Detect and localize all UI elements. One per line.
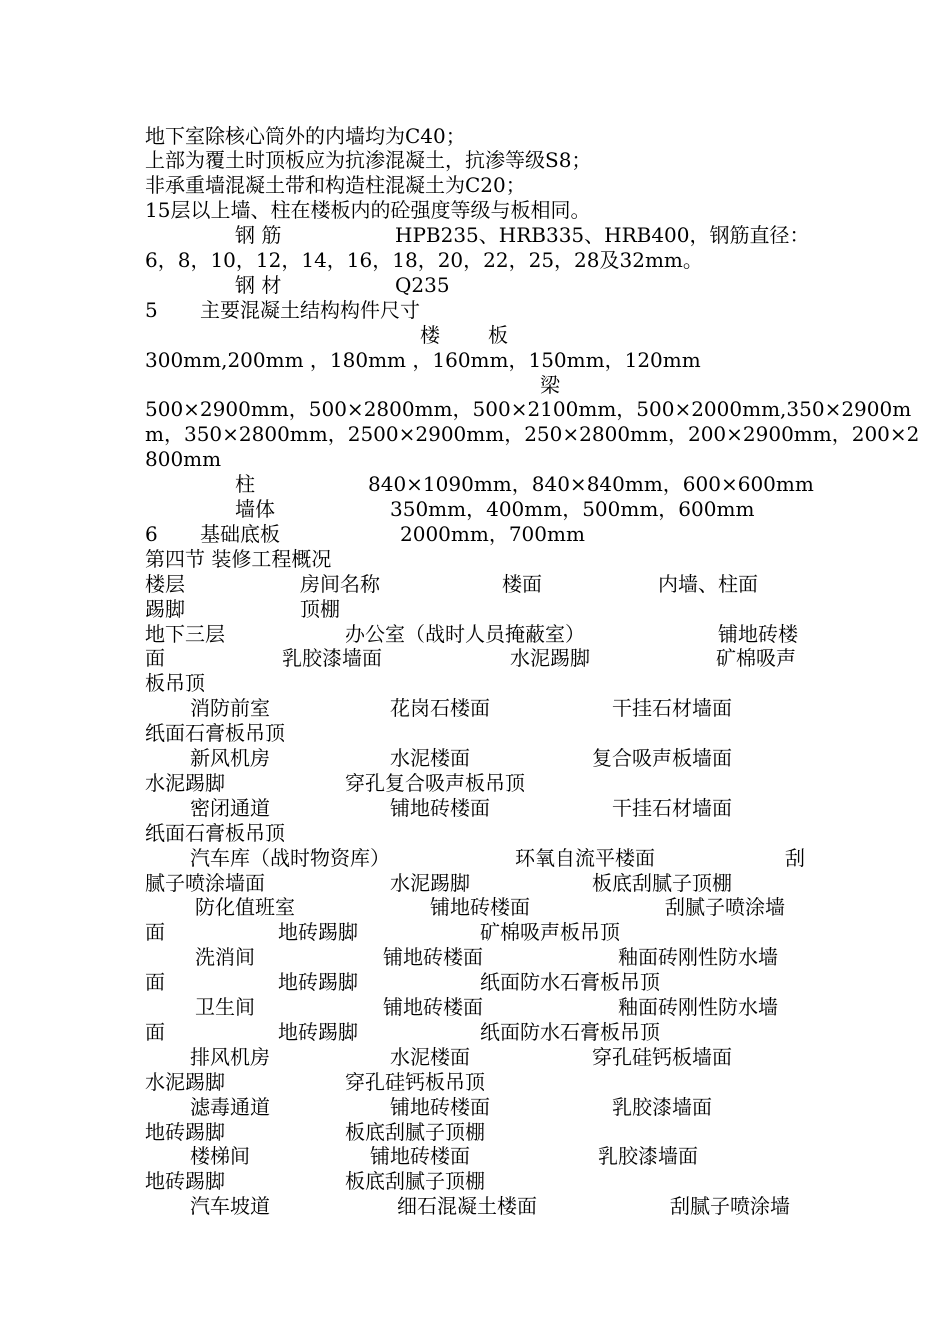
text-line-36-seg-2: 纸面防水石膏板吊顶	[480, 1019, 660, 1044]
text-line-4-seg-0: 钢 筋	[235, 223, 282, 248]
text-line-23-seg-2: 干挂石材墙面	[612, 696, 732, 721]
text-line-42-seg-1: 板底刮腻子顶棚	[345, 1169, 485, 1194]
text-line-43-seg-1: 细石混凝土楼面	[397, 1194, 537, 1219]
text-line-30-seg-0: 腻子喷涂墙面	[145, 870, 265, 895]
text-line-7-seg-0: 5	[145, 297, 158, 322]
text-line-2-seg-0: 非承重墙混凝土带和构造柱混凝土为C20；	[145, 173, 526, 198]
text-line-24-seg-0: 纸面石膏板吊顶	[145, 721, 285, 746]
text-line-32-seg-1: 地砖踢脚	[278, 920, 358, 945]
text-line-39-seg-2: 乳胶漆墙面	[612, 1094, 712, 1119]
text-line-9-seg-0: 300mm,200mm ，180mm ，160mm，150mm，120mm	[145, 347, 701, 372]
text-line-30-seg-2: 板底刮腻子顶棚	[592, 870, 732, 895]
text-line-21-seg-3: 矿棉吸声	[716, 646, 796, 671]
text-line-23-seg-1: 花岗石楼面	[390, 696, 490, 721]
text-line-41-seg-2: 乳胶漆墙面	[598, 1144, 698, 1169]
text-line-32-seg-0: 面	[145, 920, 165, 945]
text-line-11-seg-0: 500×2900mm，500×2800mm，500×2100mm，500×2000mm,350×2900m	[145, 397, 912, 422]
text-line-39-seg-0: 滤毒通道	[190, 1094, 270, 1119]
text-line-25-seg-1: 水泥楼面	[390, 746, 470, 770]
text-line-22-seg-0: 板吊顶	[145, 671, 205, 696]
text-line-39-seg-1: 铺地砖楼面	[390, 1094, 490, 1119]
text-line-43-seg-2: 刮腻子喷涂墙	[670, 1194, 790, 1219]
text-line-34-seg-0: 面	[145, 970, 165, 995]
text-line-43-seg-0: 汽车坡道	[190, 1194, 270, 1219]
text-line-17-seg-0: 第四节 装修工程概况	[145, 546, 332, 571]
text-line-32-seg-2: 矿棉吸声板吊顶	[480, 920, 620, 945]
text-line-0-seg-0: 地下室除核心筒外的内墙均为C40；	[145, 123, 466, 148]
text-line-40-seg-1: 板底刮腻子顶棚	[345, 1119, 485, 1144]
text-line-21-seg-1: 乳胶漆墙面	[282, 646, 382, 671]
text-line-33-seg-1: 铺地砖楼面	[383, 945, 483, 970]
text-line-36-seg-1: 地砖踢脚	[278, 1019, 358, 1044]
text-line-37-seg-0: 排风机房	[190, 1044, 270, 1069]
text-line-10-seg-0: 梁	[540, 372, 560, 397]
text-line-19-seg-0: 踢脚	[145, 596, 185, 621]
text-line-20-seg-2: 铺地砖楼	[718, 621, 798, 646]
text-line-35-seg-1: 铺地砖楼面	[383, 995, 483, 1019]
text-line-25-seg-2: 复合吸声板墙面	[592, 746, 732, 770]
text-line-4-seg-1: HPB235、HRB335、HRB400，钢筋直径：	[395, 223, 810, 248]
text-line-15-seg-1: 350mm，400mm，500mm，600mm	[390, 497, 755, 521]
text-line-16-seg-0: 6	[145, 521, 158, 546]
text-line-37-seg-2: 穿孔硅钙板墙面	[592, 1044, 732, 1069]
text-line-27-seg-1: 铺地砖楼面	[390, 795, 490, 820]
text-line-31-seg-0: 防化值班室	[195, 895, 295, 920]
text-line-8-seg-0: 楼	[420, 322, 440, 347]
text-line-6-seg-0: 钢 材	[235, 272, 282, 297]
text-line-33-seg-2: 釉面砖刚性防水墙	[618, 945, 778, 970]
text-line-18-seg-0: 楼层	[145, 571, 185, 596]
text-line-40-seg-0: 地砖踢脚	[145, 1119, 225, 1144]
text-line-21-seg-2: 水泥踢脚	[510, 646, 590, 671]
text-line-16-seg-2: 2000mm，700mm	[400, 521, 585, 546]
text-line-12-seg-0: m，350×2800mm，2500×2900mm，250×2800mm，200×2900mm，200×2	[145, 422, 920, 447]
text-line-34-seg-2: 纸面防水石膏板吊顶	[480, 970, 660, 995]
text-line-16-seg-1: 基础底板	[200, 521, 280, 546]
text-line-28-seg-0: 纸面石膏板吊顶	[145, 820, 285, 845]
text-line-20-seg-1: 办公室（战时人员掩蔽室）	[345, 621, 585, 646]
text-line-31-seg-1: 铺地砖楼面	[430, 895, 530, 920]
text-line-15-seg-0: 墙体	[235, 497, 275, 521]
text-line-20-seg-0: 地下三层	[145, 621, 225, 646]
text-line-41-seg-1: 铺地砖楼面	[370, 1144, 470, 1169]
text-line-27-seg-2: 干挂石材墙面	[612, 795, 732, 820]
text-line-6-seg-1: Q235	[395, 272, 450, 297]
text-line-8-seg-1: 板	[488, 322, 508, 347]
text-line-35-seg-2: 釉面砖刚性防水墙	[618, 995, 778, 1019]
text-line-7-seg-1: 主要混凝土结构构件尺寸	[200, 297, 420, 322]
text-line-1-seg-0: 上部为覆土时顶板应为抗渗混凝土，抗渗等级S8；	[145, 148, 592, 173]
text-line-38-seg-0: 水泥踢脚	[145, 1069, 225, 1094]
text-line-30-seg-1: 水泥踢脚	[390, 870, 470, 895]
text-line-35-seg-0: 卫生间	[195, 995, 255, 1019]
text-line-29-seg-1: 环氧自流平楼面	[515, 845, 655, 870]
text-line-18-seg-3: 内墙、柱面	[658, 571, 758, 596]
text-line-3-seg-0: 15层以上墙、柱在楼板内的砼强度等级与板相同。	[145, 198, 591, 223]
text-line-33-seg-0: 洗消间	[195, 945, 255, 970]
text-line-21-seg-0: 面	[145, 646, 165, 671]
text-line-36-seg-0: 面	[145, 1019, 165, 1044]
text-line-42-seg-0: 地砖踢脚	[145, 1169, 225, 1194]
text-line-19-seg-1: 顶棚	[300, 596, 340, 621]
text-line-29-seg-2: 刮	[785, 845, 805, 870]
text-line-23-seg-0: 消防前室	[190, 696, 270, 721]
text-line-18-seg-2: 楼面	[502, 571, 542, 596]
text-line-25-seg-0: 新风机房	[190, 746, 270, 770]
text-line-14-seg-1: 840×1090mm，840×840mm，600×600mm	[368, 472, 814, 497]
text-line-5-seg-0: 6，8，10，12，14，16，18，20，22，25，28及32mm。	[145, 248, 703, 272]
text-line-14-seg-0: 柱	[235, 472, 255, 497]
text-line-18-seg-1: 房间名称	[300, 571, 380, 596]
text-line-26-seg-0: 水泥踢脚	[145, 770, 225, 795]
text-line-38-seg-1: 穿孔硅钙板吊顶	[345, 1069, 485, 1094]
text-line-13-seg-0: 800mm	[145, 447, 222, 472]
text-line-37-seg-1: 水泥楼面	[390, 1044, 470, 1069]
text-line-34-seg-1: 地砖踢脚	[278, 970, 358, 995]
text-line-27-seg-0: 密闭通道	[190, 795, 270, 820]
text-line-41-seg-0: 楼梯间	[190, 1144, 250, 1169]
text-line-29-seg-0: 汽车库（战时物资库）	[190, 845, 390, 870]
text-line-26-seg-1: 穿孔复合吸声板吊顶	[345, 770, 525, 795]
text-line-31-seg-2: 刮腻子喷涂墙	[665, 895, 785, 920]
